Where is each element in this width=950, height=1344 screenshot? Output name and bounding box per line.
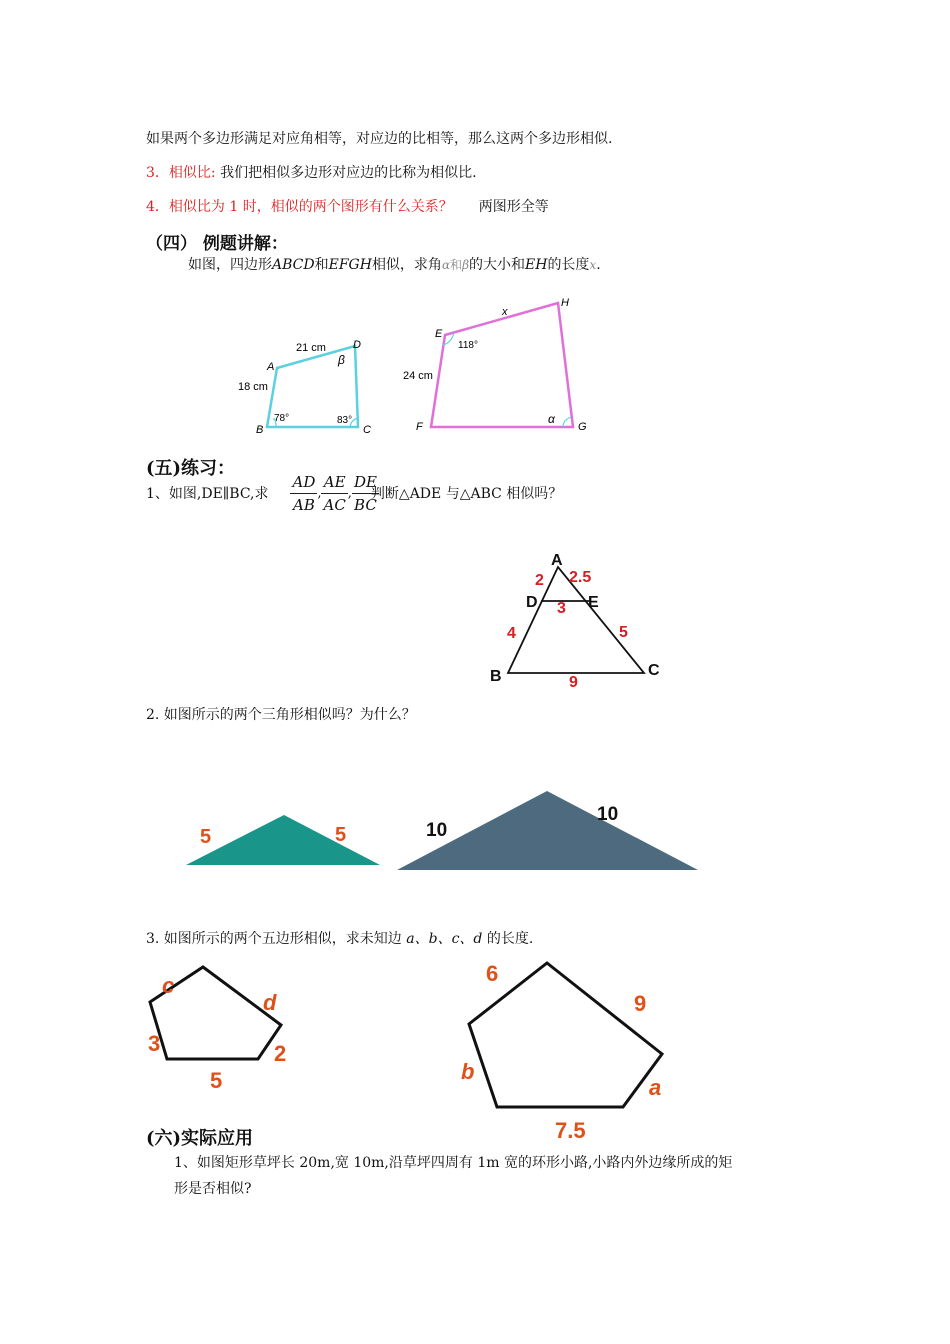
large-side-b: b bbox=[461, 1059, 475, 1084]
large-side-7-5: 7.5 bbox=[555, 1118, 586, 1143]
example-text bbox=[188, 254, 601, 274]
length-ae: 2.5 bbox=[569, 569, 592, 586]
section-4-heading: （四） 例题讲解： bbox=[146, 234, 288, 254]
large-side-9: 9 bbox=[634, 991, 647, 1016]
x-symbol: x bbox=[589, 258, 597, 272]
alpha-label: α bbox=[548, 412, 555, 426]
example-pre: 如图，四边形 bbox=[188, 257, 272, 273]
angle-c-label: 83° bbox=[337, 415, 353, 426]
quad-efgh: EFGH bbox=[328, 257, 372, 273]
pentagons-figure bbox=[140, 955, 700, 1145]
fraction-ab: AB bbox=[292, 495, 315, 514]
length-de: 3 bbox=[557, 600, 566, 617]
item-4-answer: 两图形全等 bbox=[478, 199, 549, 215]
label-e: E bbox=[435, 328, 443, 340]
fraction-de: DE bbox=[352, 471, 379, 494]
label-h: H bbox=[561, 297, 569, 309]
small-side-c: c bbox=[162, 973, 175, 998]
two-triangles-figure bbox=[180, 785, 710, 880]
label-c: C bbox=[363, 424, 371, 436]
exercise-3 bbox=[146, 928, 533, 948]
large-side-6: 6 bbox=[486, 961, 499, 986]
fraction-ae: AE bbox=[321, 471, 347, 494]
quad-abcd: ABCD bbox=[272, 257, 315, 273]
angle-b-label: 78° bbox=[274, 413, 290, 424]
exercise-3-vars: a、b、c、d bbox=[406, 931, 483, 947]
label-b: B bbox=[256, 424, 264, 436]
item-3-text: 我们把相似多边形对应边的比称为相似比. bbox=[215, 165, 477, 181]
label-g: G bbox=[578, 421, 587, 433]
fraction-ac: AC bbox=[323, 495, 346, 514]
label-x: x bbox=[502, 306, 508, 318]
exercise-3-pre: 3. 如图所示的两个五边形相似，求未知边 bbox=[146, 931, 407, 947]
large-tri-left-side: 10 bbox=[426, 820, 448, 841]
section-6-heading: (六)实际应用 bbox=[146, 1128, 254, 1149]
small-tri-left-side: 5 bbox=[200, 826, 212, 848]
label-21cm: 21 cm bbox=[296, 342, 326, 354]
side-eh: EH bbox=[525, 257, 548, 273]
alpha-symbol: α bbox=[441, 258, 451, 272]
fraction-ad: AD bbox=[290, 471, 317, 494]
label-a: A bbox=[267, 361, 275, 373]
definition-text: 如果两个多边形满足对应角相等，对应边的比相等，那么这两个多边形相似. bbox=[146, 131, 613, 147]
small-side-3: 3 bbox=[148, 1031, 161, 1056]
label-18cm: 18 cm bbox=[238, 381, 268, 393]
alpha-beta-and: 和 bbox=[450, 258, 463, 272]
label-f: F bbox=[416, 421, 423, 433]
label-d-tri: D bbox=[526, 594, 538, 611]
length-db: 4 bbox=[507, 625, 516, 642]
beta-symbol: β bbox=[462, 258, 469, 272]
quadrilaterals-figure bbox=[230, 290, 610, 440]
exercise-3-post: 的长度. bbox=[482, 931, 534, 947]
small-triangle bbox=[186, 815, 380, 865]
label-d: D bbox=[353, 339, 361, 351]
small-side-2: 2 bbox=[274, 1041, 287, 1066]
beta-label: β bbox=[338, 353, 345, 367]
label-24cm: 24 cm bbox=[403, 370, 433, 382]
example-suffix2: 的长度 bbox=[547, 257, 590, 273]
large-side-a: a bbox=[649, 1075, 662, 1100]
example-end: . bbox=[596, 257, 601, 273]
small-tri-right-side: 5 bbox=[335, 824, 347, 846]
example-and: 和 bbox=[314, 257, 329, 273]
fraction-ad-ab bbox=[290, 471, 317, 516]
item-4-question: 4．相似比为 1 时，相似的两个图形有什么关系？ bbox=[146, 199, 453, 215]
section-5-heading: (五)练习： bbox=[146, 458, 236, 479]
item-3-number: 3． bbox=[146, 165, 169, 181]
label-a-tri: A bbox=[551, 552, 563, 569]
large-tri-right-side: 10 bbox=[597, 804, 619, 825]
label-b-tri: B bbox=[490, 668, 502, 685]
item-3-term: 相似比: bbox=[168, 165, 216, 181]
example-suffix: 的大小和 bbox=[469, 257, 525, 273]
angle-g-arc bbox=[563, 417, 571, 427]
exercise-1-post: 判断△ADE 与△ABC 相似吗？ bbox=[370, 486, 563, 502]
triangle-abc-figure bbox=[480, 545, 700, 690]
small-side-d: d bbox=[263, 990, 277, 1015]
exercise-2: 2. 如图所示的两个三角形相似吗？为什么？ bbox=[146, 707, 416, 723]
application-1-line-2: 形是否相似? bbox=[174, 1181, 252, 1197]
exercise-1: 1、如图,DE∥BC,求 $\frac{AD}{AB}$ , $\frac{AE}{AC}$ , $\frac{DE}{BC}$ 判断△ADE 与△ABC 相似吗？ bbox=[146, 472, 563, 514]
exercise-1-pre: 1、如图,DE∥BC,求 bbox=[146, 486, 269, 502]
label-e-tri: E bbox=[588, 594, 599, 611]
length-ad: 2 bbox=[535, 572, 544, 589]
label-c-tri: C bbox=[648, 662, 660, 679]
fraction-ae-ac bbox=[321, 471, 347, 516]
application-1-line-1: 1、如图矩形草坪长 20m,宽 10m,沿草坪四周有 1m 宽的环形小路,小路内外边缘所成的矩 bbox=[174, 1155, 733, 1171]
fraction-bc: BC bbox=[354, 495, 377, 514]
length-ec: 5 bbox=[619, 624, 628, 641]
small-side-5: 5 bbox=[210, 1068, 223, 1093]
quad-efgh-shape bbox=[431, 303, 573, 427]
length-bc: 9 bbox=[569, 674, 578, 690]
item-4 bbox=[146, 196, 549, 216]
example-mid: 相似，求角 bbox=[371, 257, 442, 273]
item-3 bbox=[146, 162, 477, 182]
angle-e-label: 118° bbox=[458, 340, 478, 351]
